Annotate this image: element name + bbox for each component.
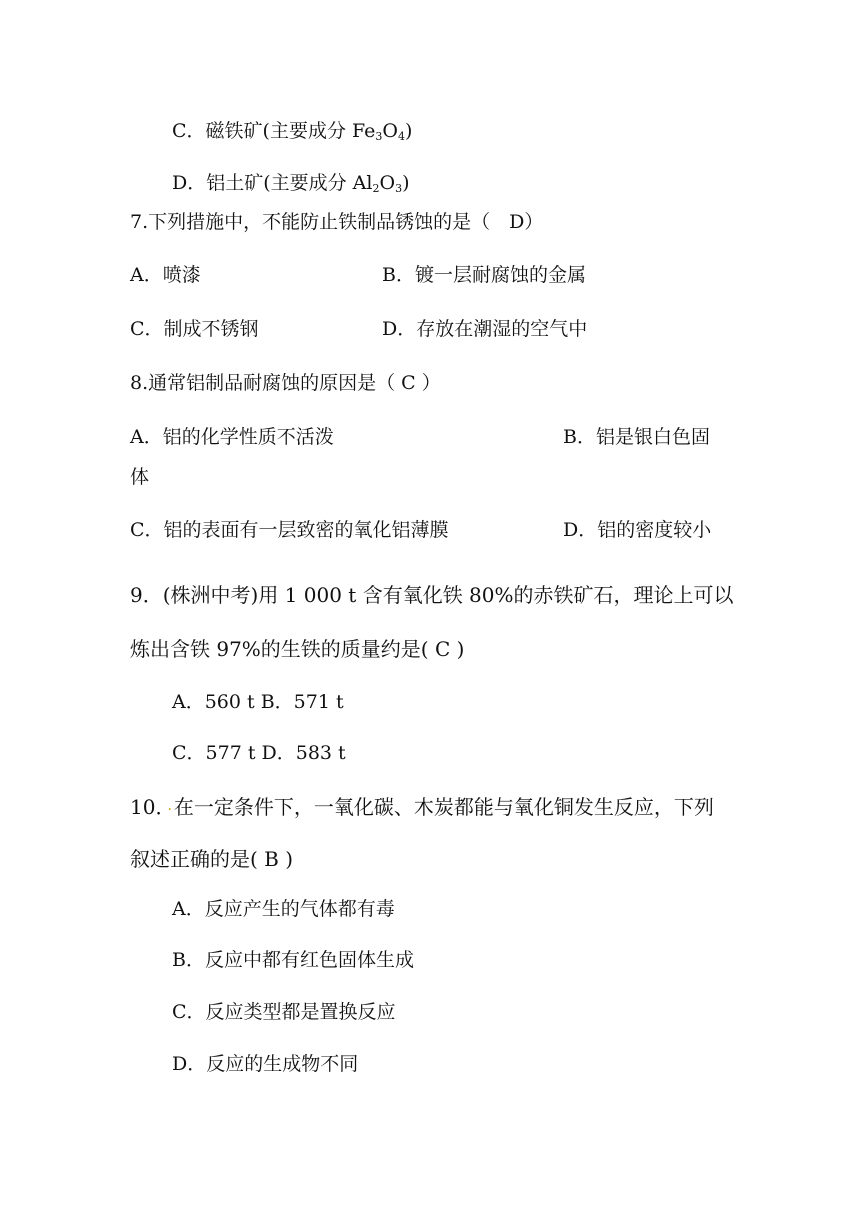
formula-part: O (382, 120, 398, 142)
mark-dot-icon: · (167, 802, 172, 818)
q6-option-c-text: C．磁铁矿(主要成分 Fe (172, 120, 376, 142)
q9-stem-line2: 炼出含铁 97%的生铁的质量约是( C ) (130, 637, 465, 661)
q10-stem-text: 在一定条件下，一氧化碳、木炭都能与氧化铜发生反应，下列 (173, 795, 714, 819)
q10-stem-line1 (130, 795, 714, 822)
q6-option-d-text: D．铝土矿(主要成分 Al (172, 172, 373, 194)
q7-option-b: B．镀一层耐腐蚀的金属 (382, 264, 586, 286)
subscript: 3 (395, 182, 403, 195)
q8-stem: 8.通常铝制品耐腐蚀的原因是（ C ） (130, 372, 441, 394)
q10-option-a: A．反应产生的气体都有毒 (172, 898, 395, 920)
q8-option-c: C．铝的表面有一层致密的氧化铝薄膜 (130, 519, 449, 541)
formula-part: O (379, 172, 396, 194)
q10-option-b: B．反应中都有红色固体生成 (172, 949, 414, 971)
subscript: 3 (375, 130, 383, 143)
q8-option-a: A．铝的化学性质不活泼 (130, 426, 334, 448)
q9-stem-line1: 9．(株洲中考)用 1 000 t 含有氧化铁 80%的赤铁矿石，理论上可以 (130, 583, 734, 607)
q9-options-cd: C．577 t D．583 t (172, 742, 346, 764)
q7-option-a: A．喷漆 (130, 264, 201, 286)
q7-option-c: C．制成不锈钢 (130, 318, 259, 340)
q7-option-d: D．存放在潮湿的空气中 (382, 318, 588, 340)
q10-option-d: D．反应的生成物不同 (172, 1053, 359, 1075)
closing-paren: ) (404, 120, 413, 142)
q10-option-c: C．反应类型都是置换反应 (172, 1001, 396, 1023)
q8-option-b-wrap: 体 (130, 466, 150, 488)
closing-paren: ) (402, 172, 410, 194)
q10-stem-line2: 叙述正确的是( B ) (130, 847, 294, 871)
q6-option-c (172, 119, 412, 149)
q8-option-d: D．铝的密度较小 (563, 519, 712, 541)
subscript: 4 (397, 130, 405, 143)
subscript: 2 (372, 182, 380, 195)
q7-stem: 7.下列措施中，不能防止铁制品锈蚀的是（ D） (130, 211, 544, 233)
q8-option-b: B．铝是银白色固 (563, 426, 710, 448)
q6-option-d (172, 171, 409, 201)
q10-number: 10． (130, 795, 166, 819)
q9-options-ab: A．560 t B．571 t (172, 691, 344, 713)
